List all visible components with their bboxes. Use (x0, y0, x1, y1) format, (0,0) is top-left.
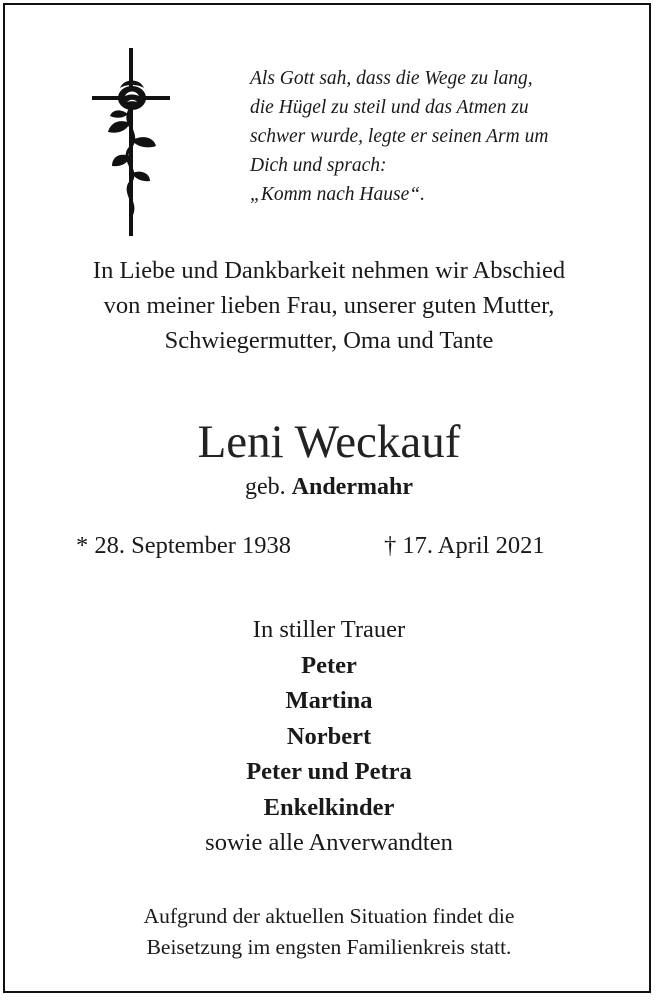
intro-line: von meiner lieben Frau, unserer guten Mutter, (103, 292, 555, 319)
quote-line: Dich und sprach: (250, 155, 387, 176)
funeral-notice (0, 901, 658, 963)
death-date: † 17. April 2021 (384, 532, 545, 559)
mourner-name: Norbert (286, 722, 372, 750)
quote-line: die Hügel zu steil und das Atmen zu (250, 97, 529, 118)
deceased-name: Leni Weckauf (197, 416, 461, 468)
birth-name-line (0, 472, 658, 502)
intro-line: Schwiegermutter, Oma und Tante (164, 327, 494, 354)
notice-line: Aufgrund der aktuellen Situation findet die (143, 904, 515, 928)
mourner-name: Enkelkinder (263, 793, 395, 821)
notice-line: Beisetzung im engsten Familienkreis statt. (146, 935, 512, 959)
mourner-name: Peter und Petra (246, 758, 412, 785)
mourner-name: Peter (301, 651, 357, 679)
birth-prefix: geb. (245, 474, 286, 500)
intro-text (0, 253, 658, 358)
mourners-list (0, 612, 658, 861)
quote-line: „Komm nach Hause“. (250, 184, 425, 205)
quote-line: schwer wurde, legte er seinen Arm um (250, 126, 549, 147)
quote-line: Als Gott sah, dass die Wege zu lang, (250, 68, 533, 89)
cross-with-rose-icon (90, 48, 174, 238)
birth-name: Andermahr (291, 474, 413, 500)
mourners-closing: sowie alle Anverwandten (205, 829, 453, 856)
mourners-heading: In stiller Trauer (252, 616, 406, 643)
birth-date: * 28. September 1938 (76, 532, 292, 559)
mourner-name: Martina (285, 687, 373, 714)
memorial-quote (250, 64, 630, 209)
intro-line: In Liebe und Dankbarkeit nehmen wir Abschied (92, 257, 566, 284)
